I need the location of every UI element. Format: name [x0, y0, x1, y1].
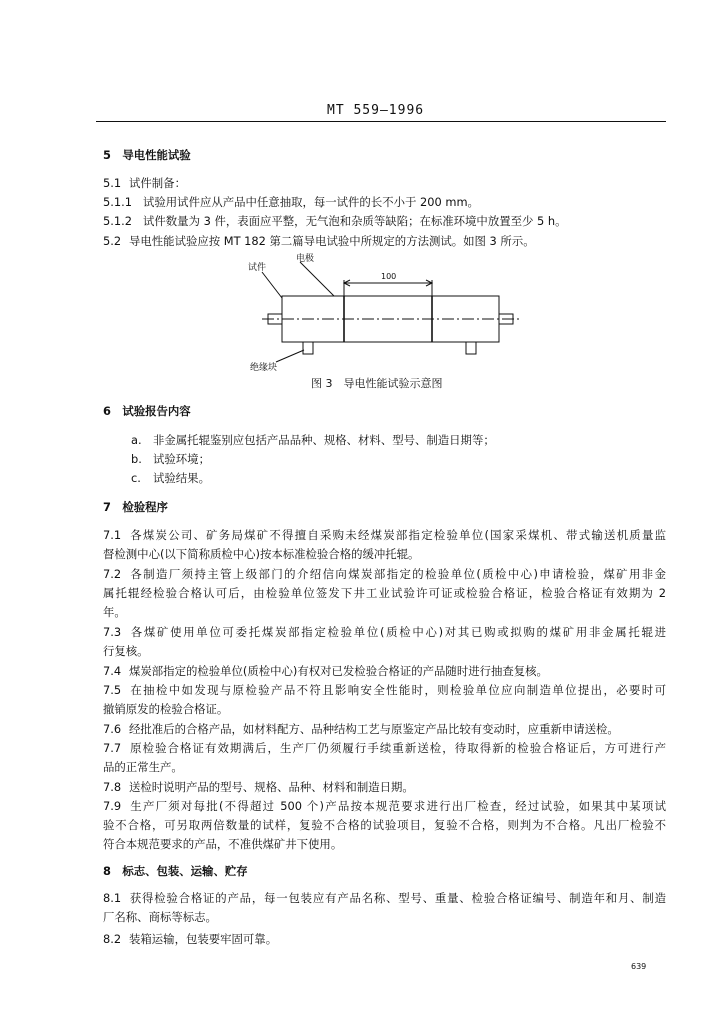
clause-7-1-line-2: 督检测中心(以下简称质检中心)按本标准检验合格的缓冲托辊。 [103, 547, 420, 561]
clause-7-6 [103, 722, 619, 737]
clause-7-5-line-1 [103, 683, 666, 698]
clause-text: 在抽检中如发现与原检验产品不符且影响安全性能时，则检验单位应向制造单位提出，必要时可 [129, 683, 666, 697]
section-7-heading: 7 检验程序 [103, 500, 168, 514]
page-number: 639 [631, 962, 647, 971]
clause-number: 7.4 [103, 664, 122, 678]
insulating-block-left [303, 342, 313, 354]
clause-number: 7.9 [103, 799, 122, 813]
section-8-heading: 8 标志、包装、运输、贮存 [103, 864, 248, 878]
clause-number: 5.1.2 [103, 214, 132, 228]
clause-number: 7.3 [103, 625, 122, 639]
list-item-text: 试验环境； [153, 452, 210, 466]
standard-code: MT 559—1996 [327, 103, 425, 118]
clause-7-9-line-2: 验不合格，可另取两倍数量的试样，复验不合格的试验项目，复验不合格，则判为不合格。凡出厂检验不 [103, 818, 666, 832]
clause-7-2-line-3: 年。 [103, 605, 126, 619]
report-item-a [131, 433, 495, 448]
clause-text: 各煤矿使用单位可委托煤炭部指定检验单位(质检中心)对其已购或拟购的煤矿用非金属托辊进 [129, 625, 666, 639]
list-item-text: 非金属托辊鉴别应包括产品品种、规格、材料、型号、制造日期等； [153, 433, 495, 447]
clause-number: 7.7 [103, 741, 122, 755]
clause-number: 7.1 [103, 528, 122, 542]
clause-number: 5.2 [103, 234, 122, 248]
clause-text: 试件制备： [129, 176, 186, 190]
clause-7-9-line-3: 符合本规范要求的产品，不准供煤矿井下使用。 [103, 837, 343, 851]
clause-7-7-line-2: 品的正常生产。 [103, 760, 183, 774]
clause-7-9-line-1 [103, 799, 666, 814]
clause-7-1-line-1 [103, 528, 666, 543]
clause-text: 各煤炭公司、矿务局煤矿不得擅自采购未经煤炭部指定检验单位(国家采煤机、带式输送机质量监 [129, 528, 666, 542]
clause-number: 7.8 [103, 780, 122, 794]
clause-7-3-line-1 [103, 625, 666, 640]
clause-7-8 [103, 780, 414, 795]
list-marker: a. [131, 433, 142, 447]
clause-number: 5.1 [103, 176, 122, 190]
clause-text: 送检时说明产品的型号、规格、品种、材料和制造日期。 [129, 780, 414, 794]
specimen-label: 试件 [248, 263, 267, 273]
clause-text: 试验用试件应从产品中任意抽取，每一试件的长不小于 200 mm。 [143, 195, 479, 209]
clause-text: 原检验合格证有效期满后，生产厂仍须履行手续重新送检，待取得新的检验合格证后，方可进行产 [129, 741, 666, 755]
electrode-label: 电极 [296, 254, 315, 264]
clause-7-2-line-2: 属托辊经检验合格认可后，由检验单位签发下井工业试验许可证或检验合格证，检验合格证有效期为 2 [103, 586, 666, 600]
clause-7-5-line-2: 撤销原发的检验合格证。 [103, 702, 229, 716]
list-marker: b. [131, 452, 142, 466]
clause-text: 煤炭部指定的检验单位(质检中心)有权对已发检验合格证的产品随时进行抽查复核。 [129, 664, 548, 678]
clause-text: 试件数量为 3 件，表面应平整，无气泡和杂质等缺陷；在标准环境中放置至少 5 h。 [143, 214, 567, 228]
list-marker: c. [131, 471, 141, 485]
figure-3-caption: 图 3 导电性能试验示意图 [311, 377, 443, 390]
section-6-heading: 6 试验报告内容 [103, 404, 191, 418]
clause-7-7-line-1 [103, 741, 666, 756]
insulating-block-right [466, 342, 476, 354]
clause-text: 装箱运输，包装要牢固可靠。 [129, 932, 278, 946]
report-item-b [131, 452, 210, 467]
insulator-label: 绝缘块 [250, 363, 278, 373]
clause-7-4 [103, 664, 548, 679]
clause-7-3-line-2: 行复核。 [103, 644, 149, 658]
clause-number: 7.5 [103, 683, 122, 697]
clause-number: 8.1 [103, 891, 122, 905]
clause-text: 导电性能试验应按 MT 182 第二篇导电试验中所规定的方法测试。如图 3 所示。 [129, 234, 535, 248]
clause-8-1-line-2: 厂名称、商标等标志。 [103, 910, 217, 924]
specimen-leader [262, 272, 282, 298]
clause-number: 5.1.1 [103, 195, 132, 209]
clause-text: 生产厂须对每批(不得超过 500 个)产品按本规范要求进行出厂检查，经过试验，如果其中某项试 [129, 799, 666, 813]
clause-text: 经批准后的合格产品，如材料配方、品种结构工艺与原鉴定产品比较有变动时，应重新申请送检。 [129, 722, 619, 736]
clause-8-2 [103, 932, 277, 947]
clause-7-2-line-1 [103, 567, 666, 582]
section-5-heading: 5 导电性能试验 [103, 148, 191, 162]
electrode-leader [300, 262, 334, 296]
clause-text: 获得检验合格证的产品，每一包装应有产品名称、型号、重量、检验合格证编号、制造年和月、制造 [129, 891, 666, 905]
clause-number: 8.2 [103, 932, 122, 946]
clause-number: 7.2 [103, 567, 122, 581]
clause-text: 各制造厂须持主管上级部门的介绍信向煤炭部指定的检验单位(质检中心)申请检验，煤矿用非金 [129, 567, 666, 581]
report-item-c [131, 471, 210, 486]
dimension-label: 100 [381, 272, 397, 281]
list-item-text: 试验结果。 [153, 471, 210, 485]
clause-number: 7.6 [103, 722, 122, 736]
clause-8-1-line-1 [103, 891, 666, 906]
insulator-leader [276, 350, 304, 362]
